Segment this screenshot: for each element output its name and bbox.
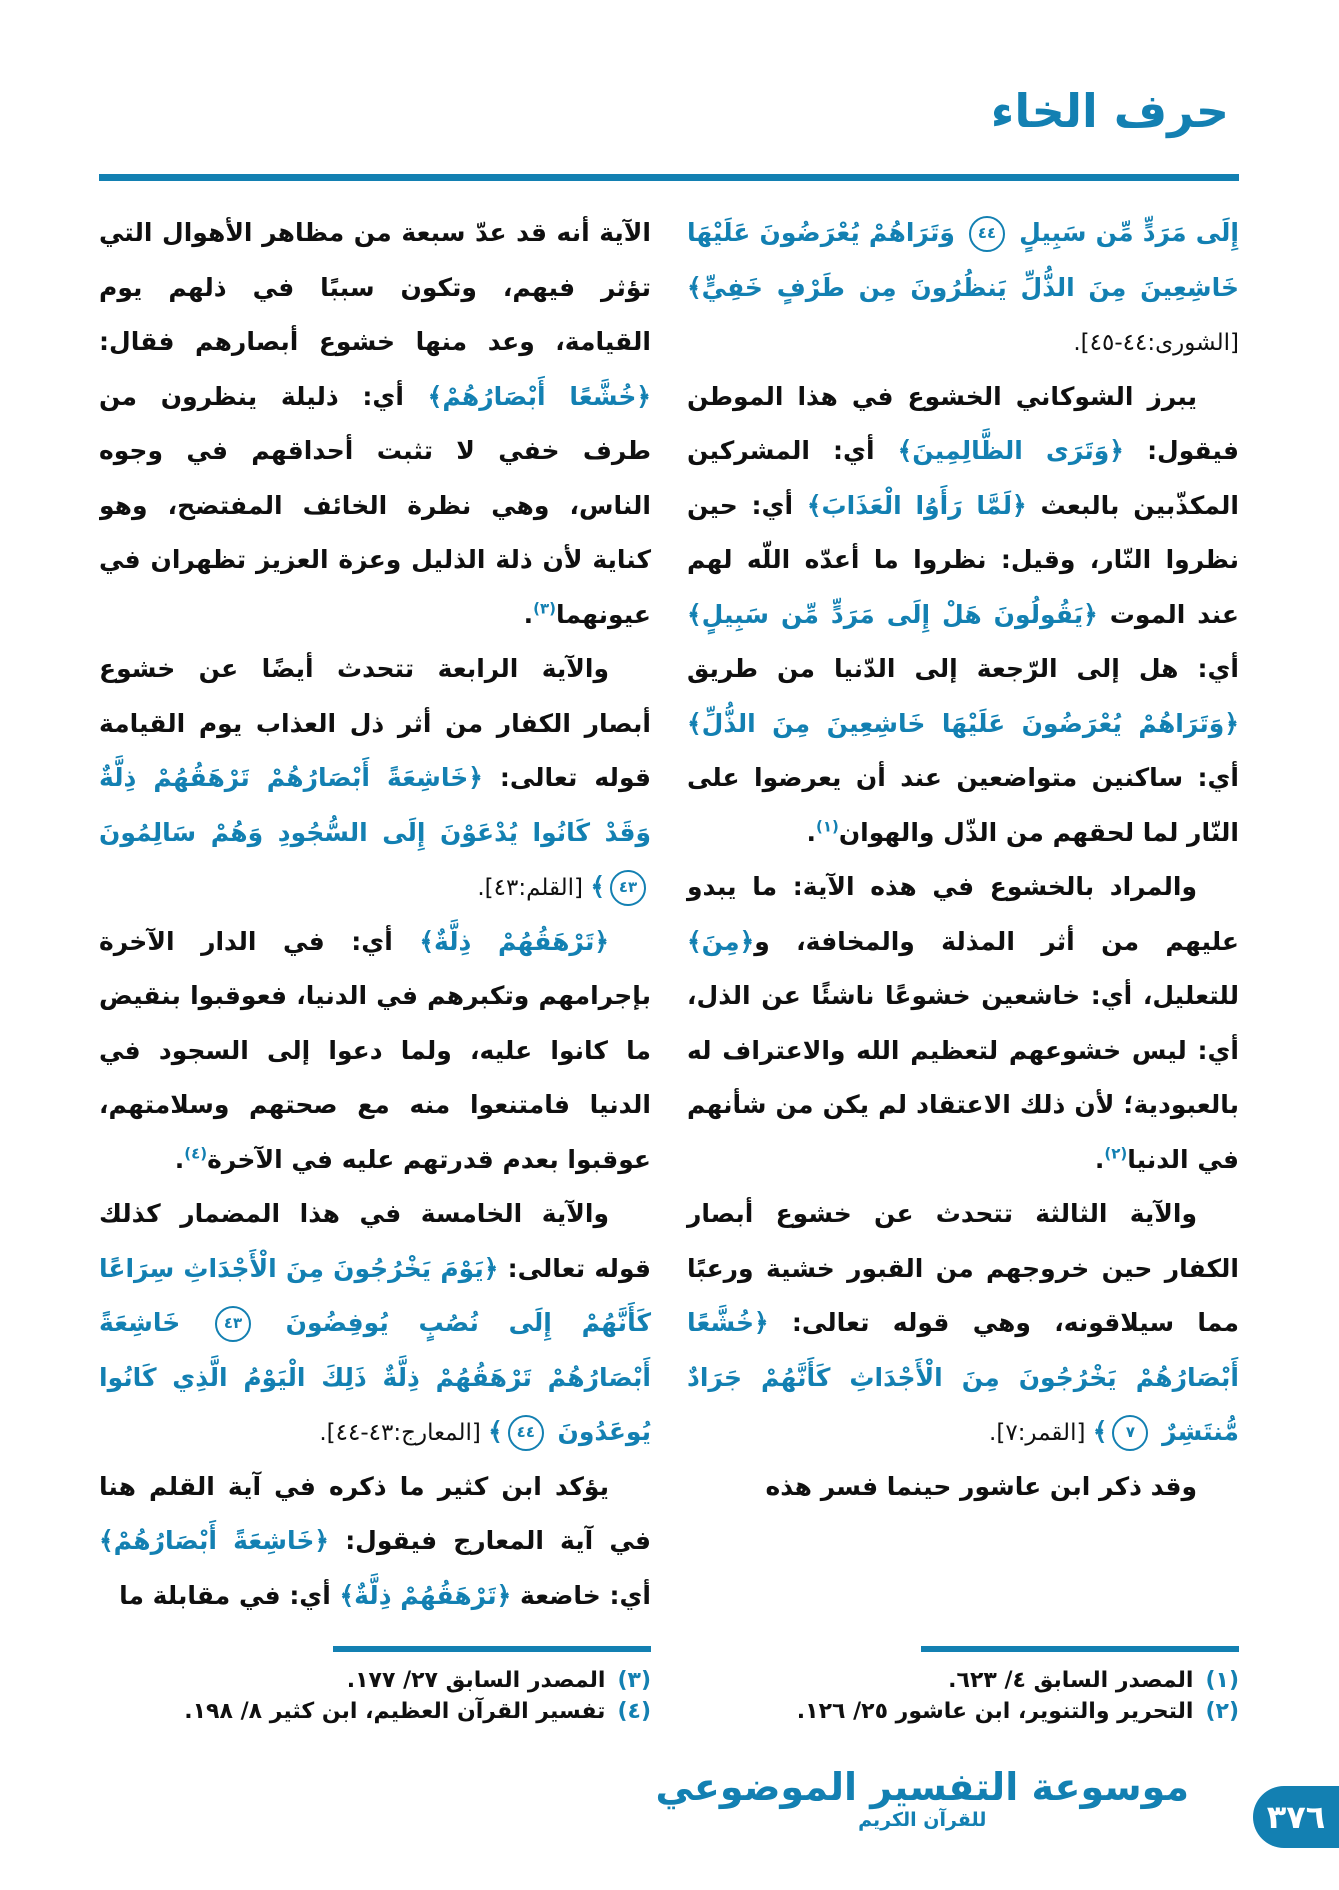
body-text: والآية الخامسة في هذا المضمار كذلك قوله تعالى:	[99, 1199, 651, 1283]
body-text: .	[806, 817, 816, 847]
paragraph	[687, 370, 1239, 861]
encyclopedia-logo	[655, 1766, 1189, 1832]
quran-verse: ﴾	[1092, 1417, 1108, 1446]
chapter-title: حرف الخاء	[990, 84, 1229, 138]
footnotes-column-left	[99, 1646, 651, 1730]
footnote-text: المصدر السابق ٤/ ٦٢٣.	[948, 1668, 1194, 1693]
body-text: أي: خاضعة	[511, 1580, 651, 1610]
footnote-list	[99, 1668, 651, 1724]
body-text: أي: المشركين المكذّبين بالبعث	[687, 436, 1239, 520]
header-divider-line	[99, 174, 1239, 181]
page-number: ٣٧٦	[1266, 1798, 1326, 1836]
verse-reference: [الشورى:٤٤-٤٥].	[1073, 330, 1239, 356]
quran-verse: ﴿لَمَّا رَأَوُا الْعَذَابَ﴾	[806, 490, 1027, 520]
column-left	[99, 206, 651, 1630]
body-text: والمراد بالخشوع في هذه الآية: ما يبدو عليهم من أثر المذلة والمخافة، و	[687, 872, 1239, 956]
footnote-number: (١)	[1205, 1668, 1239, 1693]
quran-verse: ﴿مِنَ﴾	[687, 926, 755, 956]
body-text: أي: في الدار الآخرة بإجرامهم وتكبرهم في الدنيا، فعوقبوا بنقيض ما كانوا عليه، ولما دعوا إلى السجود في الدنيا فامتنعوا منه مع صحتهم وسلامتهم، عوقبوا بعدم قدرتهم عليه في الآخرة	[99, 926, 651, 1174]
footnote-number: (٤)	[617, 1699, 651, 1724]
column-right	[687, 206, 1239, 1630]
ayah-number-badge: ٤٣	[215, 1306, 251, 1342]
paragraph	[99, 1460, 651, 1624]
verse-reference: [المعارج:٤٣-٤٤].	[319, 1420, 489, 1446]
footnote	[687, 1699, 1239, 1724]
footnote-number: (٢)	[1205, 1699, 1239, 1724]
paragraph	[687, 1187, 1239, 1460]
quran-verse: ﴿خَاشِعَةً أَبْصَارُهُمْ﴾	[99, 1526, 330, 1555]
body-text: والآية الثالثة تتحدث عن خشوع أبصار الكفار حين خروجهم من القبور خشية ورعبًا مما سيلاقونه، وهي قوله تعالى:	[687, 1199, 1239, 1337]
body-text: أي: ساكنين متواضعين عند أن يعرضوا على النّار لما لحقهم من الذّل والهوان	[687, 763, 1239, 847]
footnote-separator-line	[921, 1646, 1239, 1652]
body-text: .	[1094, 1144, 1105, 1174]
paragraph	[687, 1460, 1239, 1515]
quran-verse: ﴾	[590, 872, 605, 901]
footnote-marker: (٢)	[1104, 1144, 1128, 1163]
paragraph	[99, 206, 651, 642]
logo-title-line: موسوعة التفسير الموضوعي	[655, 1765, 1189, 1809]
quran-verse: ﴿يَوْمَ يَخْرُجُونَ مِنَ الْأَجْدَاثِ سِرَاعًا كَأَنَّهُمْ إِلَى نُصُبٍ يُوفِضُونَ	[99, 1253, 651, 1337]
quran-verse: ﴿خُشَّعًا أَبْصَارُهُمْ يَخْرُجُونَ مِنَ الْأَجْدَاثِ كَأَنَّهُمْ جَرَادٌ مُّنتَشِرٌ	[687, 1308, 1239, 1446]
main-text	[99, 206, 1239, 1630]
footnote-text: التحرير والتنوير، ابن عاشور ٢٥/ ١٢٦.	[796, 1699, 1194, 1724]
footnotes	[99, 1646, 1239, 1730]
footnote-text: تفسير القرآن العظيم، ابن كثير ٨/ ١٩٨.	[184, 1699, 606, 1724]
body-text: أي: ذليلة ينظرون من طرف خفي لا تثبت أحداقهم في وجوه الناس، وهي نظرة الخائف المفتضح، وهو كناية لأن ذلة الذليل وعزة العزيز تظهران في عيونهما	[99, 381, 651, 629]
paragraph	[687, 860, 1239, 1187]
footnote	[99, 1668, 651, 1693]
ayah-number-badge: ٤٣	[610, 870, 646, 906]
quran-verse: ﴿تَرْهَقُهُمْ ذِلَّةٌ﴾	[339, 1580, 512, 1610]
body-text: والآية الرابعة تتحدث أيضًا عن خشوع أبصار الكفار من أثر ذل العذاب يوم القيامة قوله تعالى:	[99, 654, 651, 792]
body-text: للتعليل، أي: خاشعين خشوعًا ناشئًا عن الذل، أي: ليس خشوعهم لتعظيم الله والاعتراف له بالعبودية؛ لأن ذلك الاعتقاد لم يكن من شأنهم في الدنيا	[687, 981, 1239, 1174]
footnote	[687, 1668, 1239, 1693]
footnote	[99, 1699, 651, 1724]
body-text: يؤكد ابن كثير ما ذكره في آية القلم هنا في آية المعارج فيقول:	[99, 1471, 651, 1555]
footnote-number: (٣)	[617, 1668, 651, 1693]
quran-verse: ﴿خَاشِعَةً أَبْصَارُهُمْ تَرْهَقُهُمْ ذِلَّةٌ وَقَدْ كَانُوا يُدْعَوْنَ إِلَى السُّجُودِ وَهُمْ سَالِمُونَ	[99, 763, 651, 847]
footnotes-column-right	[687, 1646, 1239, 1730]
paragraph	[99, 1187, 651, 1460]
footnote-text: المصدر السابق ٢٧/ ١٧٧.	[346, 1668, 606, 1693]
footnote-marker: (١)	[815, 817, 839, 836]
ayah-number-badge: ٤٤	[508, 1415, 544, 1451]
ayah-number-badge: ٤٤	[969, 216, 1005, 252]
body-text: أي: هل إلى الرّجعة إلى الدّنيا من طريق	[687, 654, 1239, 683]
body-text: .	[174, 1144, 185, 1174]
footnote-separator-line	[333, 1646, 651, 1652]
verse-reference: [القمر:٧].	[989, 1420, 1093, 1446]
quran-verse: ﴾	[488, 1417, 503, 1446]
verse-reference: [القلم:٤٣].	[477, 875, 591, 901]
quran-verse: ﴿يَقُولُونَ هَلْ إِلَى مَرَدٍّ مِّن سَبِيلٍ﴾	[687, 599, 1098, 629]
body-text: وقد ذكر ابن عاشور حينما فسر هذه	[765, 1471, 1197, 1501]
body-text: أي: حين نظروا النّار، وقيل: نظروا ما أعدّه اللّه لهم عند الموت	[687, 490, 1239, 629]
body-text: الآية أنه قد عدّ سبعة من مظاهر الأهوال التي تؤثر فيهم، وتكون سببًا في ذلهم يوم القيامة، وعد منها خشوع أبصارهم فقال:	[99, 218, 651, 356]
page-number-badge	[1253, 1786, 1339, 1848]
logo-subtitle-line: للقرآن الكريم	[858, 1808, 987, 1831]
paragraph	[99, 915, 651, 1188]
body-text: يبرز الشوكاني الخشوع في هذا الموطن فيقول:	[687, 381, 1239, 465]
quran-verse: ﴿تَرْهَقُهُمْ ذِلَّةٌ﴾	[419, 926, 609, 956]
footnote-marker: (٣)	[533, 599, 556, 618]
quran-verse: إِلَى مَرَدٍّ مِّن سَبِيلٍ	[1010, 218, 1239, 247]
body-text: .	[523, 599, 534, 629]
quran-verse: ﴿وَتَرَى الظَّالِمِينَ﴾	[897, 436, 1124, 465]
paragraph	[687, 206, 1239, 370]
quran-verse: ﴿وَتَرَاهُمْ يُعْرَضُونَ عَلَيْهَا خَاشِعِينَ مِنَ الذُّلِّ﴾	[687, 708, 1239, 738]
quran-verse: خَاشِعَةً أَبْصَارُهُمْ تَرْهَقُهُمْ ذِلَّةٌ ذَلِكَ الْيَوْمُ الَّذِي كَانُوا يُوعَدُونَ	[99, 1308, 651, 1446]
quran-verse: ﴿خُشَّعًا أَبْصَارُهُمْ﴾	[427, 381, 651, 411]
footnote-marker: (٤)	[184, 1144, 208, 1163]
footnote-list	[687, 1668, 1239, 1724]
quran-verse: وَتَرَاهُمْ يُعْرَضُونَ عَلَيْهَا خَاشِعِينَ مِنَ الذُّلِّ يَنظُرُونَ مِن طَرْفٍ خَفِيٍّ﴾	[687, 218, 1239, 302]
body-text: أي: في مقابلة ما	[119, 1580, 340, 1610]
ayah-number-badge: ٧	[1112, 1415, 1148, 1451]
paragraph	[99, 642, 651, 915]
